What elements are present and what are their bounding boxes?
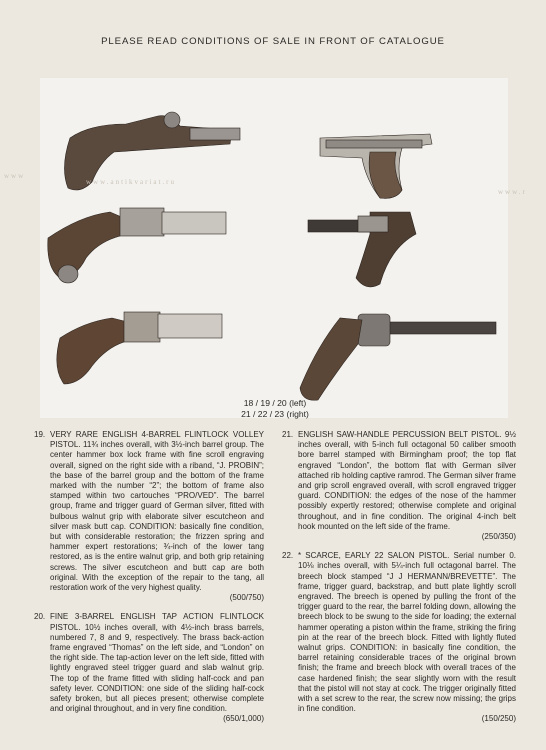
- watermark-edge-left: www: [4, 172, 26, 180]
- lot-21: [282, 430, 516, 542]
- page-header: PLEASE READ CONDITIONS OF SALE IN FRONT OF CATALOGUE: [101, 36, 445, 47]
- lot-description: 11¾ inches overall, with 3½-inch barrel group. The center hammer box lock frame with fine scroll engraving overall, signed on the right side with a riband, “J. PROBIN”; the base of the barrel group and the bottom of the frame marked with the number “2”; the bottom of frame also stamped within two cartouches “PRO/VED”. The barrel group, frame and trigger guard of German silver, fitted with bulbous walnut grip with elaborate silver escutcheon and silver mask butt cap. CONDITION: basically fine condition, but with considerable restoration; the frizzen spring and hammer expert restorations; ¾-inch of the lower tang restored, as is the entire walnut grip, and both grip retaining screws. The silver escutcheon and butt cap are both original. With the exception of the repair to the tang, all restoration work of the very highest quality.: [50, 440, 264, 593]
- lot-number: 22.: [282, 551, 294, 561]
- watermark-edge-right: www.r: [498, 188, 527, 196]
- watermark-left: www.antikvariat.ru: [86, 178, 176, 186]
- lot-title: * SCARCE, EARLY 22 SALON PISTOL.: [298, 551, 450, 561]
- figure-caption: [200, 398, 350, 420]
- pistol-22: [308, 212, 416, 287]
- lot-number: 21.: [282, 430, 294, 439]
- lot-estimate: (650/1,000): [223, 714, 264, 724]
- pistol-21: [320, 134, 432, 198]
- lot-number: 20.: [34, 612, 46, 622]
- lot-title: VERY RARE ENGLISH 4-BARREL FLINTLOCK VOLLEY PISTOL.: [50, 430, 264, 450]
- lot-estimate: (250/350): [481, 532, 516, 542]
- lot-22: [282, 551, 516, 724]
- lot-title: FINE 3-BARREL ENGLISH TAP ACTION FLINTLOCK PISTOL.: [50, 612, 264, 632]
- lot-19: [34, 430, 264, 603]
- caption-line-left: 18 / 19 / 20 (left): [243, 398, 307, 408]
- pistols-photograph: [4, 78, 527, 418]
- lot-estimate: (150/250): [481, 714, 516, 724]
- lot-number: 19.: [34, 430, 46, 439]
- lot-20: [34, 612, 264, 724]
- right-column: [282, 430, 516, 725]
- lot-description: Serial number 0. 10⅛ inches overall, with 5¼-inch full octagonal barrel. The breech block stamped “J J HERMANN/BREVETTE”. The frame, trigger guard, backstrap, and butt plate lightly scroll engraved. The breech is opened by pulling the front of the trigger guard to the rear, the barrel folding down, allowing the breech block to be swung to the side for loading; the external hammer operating a piston within the frame, striking the firing pin at the rear of the breech block. Fitted with lightly fluted walnut grips. CONDITION: in basically fine condition, the barrel retaining considerable traces of the original brown finish; the frame and breech block with overall traces of the case hardened finish; the sear slightly worn with the result that the pistol will not stay at cock. The trigger originally fitted with a set screw to the rear, the screw now missing; the grips in fine condition.: [298, 551, 516, 714]
- lot-estimate: (500/750): [229, 593, 264, 603]
- lot-description: 9½ inches overall, with 5-inch full octagonal 50 caliber smooth bore barrel stamped with Birmingham proof; the top flat engraved “London”, the bottom flat with German silver attached rib holding captive ramrod. The German silver frame and grip scroll engraved overall, with scroll engraved trigger guard. CONDITION: the edges of the nose of the hammer possibly expertly restored; otherwise complete and original throughout, and in fine condition. The original 4-inch belt hook mounted on the left side of the frame.: [298, 430, 517, 531]
- pistol-19: [48, 208, 226, 283]
- pistol-20: [57, 312, 222, 384]
- lot-title: ENGLISH SAW-HANDLE PERCUSSION BELT PISTOL.: [298, 430, 502, 439]
- lot-description: 10½ inches overall, with 4½-inch brass barrels, numbered 7, 8 and 9, respectively. The brass back-action frame engraved “Thomas” on the left side, and “London” on the right side. The tap-action lever on the left side, fitted with lightly engraved steel trigger guard and slab walnut grip. The top of the frame fitted with sliding half-cock and pan safety lever. CONDITION: one side of the sliding half-cock safety broken, but all pieces present; otherwise complete and original throughout, and in very fine condition.: [50, 622, 264, 714]
- caption-line-right: 21 / 22 / 23 (right): [241, 409, 309, 419]
- pistols-illustration: [40, 78, 508, 418]
- pistol-23: [300, 314, 496, 400]
- left-column: [34, 430, 264, 725]
